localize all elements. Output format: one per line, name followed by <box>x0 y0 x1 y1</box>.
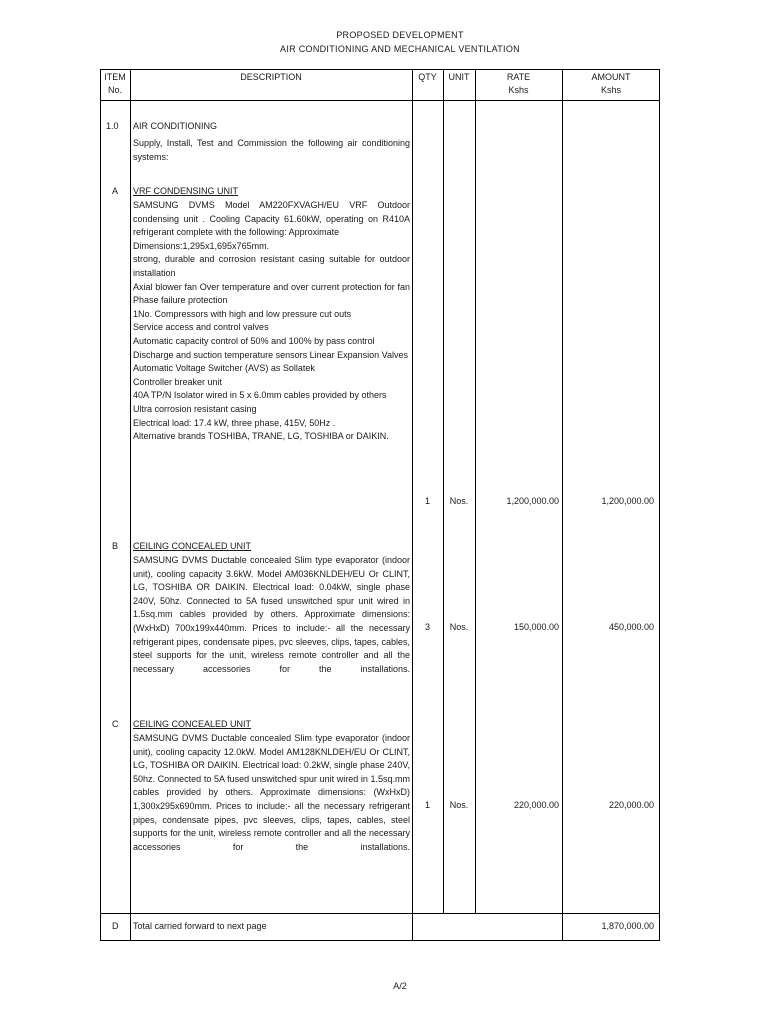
header-qty: QTY <box>418 72 437 82</box>
item-description-a: SAMSUNG DVMS Model AM220FXVAGH/EU VRF Outdoor condensing unit . Cooling Capacity 61.60kW, operating on R410A refrigerant complete with the following: Approximate Dimensions:1,295x1,695x765mm. strong, durable and corrosion resistant casing suitable for outdoor installation Axial blower fan Over temperature and over current protection for fan Phase failure protection 1No. Compressors with high and low pressure cut outs Service access and control valves Automatic capacity control of 50% and 100% by pass control Discharge and suction temperature sensors Linear Expansion Valves Automatic Voltage Switcher (AVS) as Sollatek Controller breaker unit 40A TP/N Isolator wired in 5 x 6.0mm cables provided by others Ultra corrosion resistant casing Electrical load: 17.4 kW, three phase, 415V, 50Hz . Alternative brands TOSHIBA, TRANE, LG, TOSHIBA or DAIKIN. <box>133 200 410 442</box>
item-rate-c: 220,000.00 <box>513 800 559 810</box>
item-description-b: SAMSUNG DVMS Ductable concealed Slim type evaporator (indoor unit), cooling capacity 3.6kW. Model AM036KNLDEH/EU Or CLINT, LG, TOSHIBA OR DAIKIN. Electrical load: 0.04kW, single phase 240V, 50hz. Connected to 5A fused unswitched spur unit wired in 1.5sq.mm cables provided by others. Approximate dimensions: (WxHxD) 700x199x440mm. Prices to include:- all the necessary refrigerant pipes, condensate pipes, pvc sleeves, clips, tapes, cables, steel supports for the unit, wireless remote controller and all the necessary accessories for the installations. <box>133 555 410 674</box>
section-title: AIR CONDITIONING <box>133 121 218 131</box>
item-heading-b: CEILING CONCEALED UNIT <box>133 541 252 551</box>
item-amount-a: 1,200,000.00 <box>601 496 654 506</box>
header-amount: AMOUNT Kshs <box>591 72 631 95</box>
item-amount-c: 220,000.00 <box>608 800 654 810</box>
section-intro: Supply, Install, Test and Commission the following air conditioning systems: <box>133 138 410 162</box>
page-number: A/2 <box>393 981 407 991</box>
item-description-c: SAMSUNG DVMS Ductable concealed Slim type evaporator (indoor unit), cooling capacity 12.0kW. Model AM128KNLDEH/EU Or CLINT, LG, TOSHIBA OR DAIKIN. Electrical load: 0.2kW, single phase 240V, 50hz. Connected to 5A fused unswitched spur unit wired in 1.5sq.mm cables provided by others. Approximate dimensions: (WxHxD) 1,300x295x690mm. Prices to include:- all the necessary refrigerant pipes, condensate pipes, pvc sleeves, clips, tapes, cables, steel supports for the unit, wireless remote controller and all the necessary accessories for the installations. <box>133 733 410 852</box>
section-number: 1.0 <box>106 121 119 131</box>
item-heading-c: CEILING CONCEALED UNIT <box>133 719 252 729</box>
item-qty-c: 1 <box>424 800 430 810</box>
item-rate-b: 150,000.00 <box>513 622 559 632</box>
item-qty-b: 3 <box>424 622 430 632</box>
total-amount: 1,870,000.00 <box>601 921 654 931</box>
item-unit-c: Nos. <box>449 800 469 810</box>
col-divider-item <box>130 69 131 941</box>
item-unit-a: Nos. <box>449 496 469 506</box>
header-rate: RATE Kshs <box>506 72 531 95</box>
item-unit-b: Nos. <box>449 622 469 632</box>
header-unit: UNIT <box>448 72 470 82</box>
document-subtitle: AIR CONDITIONING AND MECHANICAL VENTILATION <box>280 44 520 54</box>
item-qty-a: 1 <box>424 496 430 506</box>
document-title: PROPOSED DEVELOPMENT <box>336 30 464 40</box>
item-heading-a: VRF CONDENSING UNIT <box>133 186 239 196</box>
item-id-b: B <box>112 541 119 551</box>
total-id: D <box>112 921 119 931</box>
item-id-a: A <box>112 186 119 196</box>
item-amount-b: 450,000.00 <box>608 622 654 632</box>
col-divider-unit <box>475 69 476 914</box>
total-label: Total carried forward to next page <box>133 921 267 931</box>
item-id-c: C <box>112 719 119 729</box>
total-divider <box>100 913 660 914</box>
col-divider-qty <box>443 69 444 914</box>
header-divider <box>100 100 660 101</box>
item-rate-a: 1,200,000.00 <box>506 496 559 506</box>
header-item: ITEM No. <box>104 72 126 95</box>
header-description: DESCRIPTION <box>240 72 302 82</box>
